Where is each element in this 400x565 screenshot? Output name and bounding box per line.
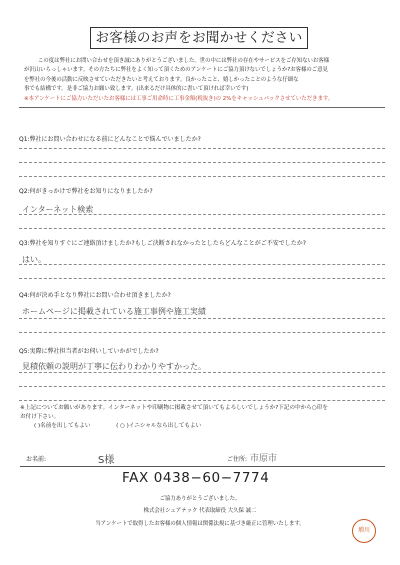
footer-company: 株式会社シェアテック 代表取締役 大久保 誠二: [143, 508, 257, 514]
question-2-label: Q2:何がきっかけで弊社をお知りになりましたか?: [19, 188, 153, 195]
question-2-answer: インターネット検索: [22, 205, 94, 214]
answer-line: [19, 278, 385, 279]
intro-line: を弊社の今後の活動に反映させていただきたいと考えております。良かったこと、嬉しかったことのような仔細な: [24, 76, 299, 83]
answer-line: [19, 332, 385, 333]
answer-line: [19, 264, 385, 265]
footer-privacy: 当アンケートで取得したお客様の個人情報は関係法規に基づき厳正に管理いたします。: [95, 521, 305, 527]
intro-line: 事でも結構です。是非ご協力お願い致します。(出来るだけ具体的に書いて頂ければ幸いです): [24, 86, 249, 93]
consent-text: ※上記についてお願いがあります。インターネットや印刷物に掲載させて頂いてもよろしいでしょうか?下記の中から○印を: [20, 405, 328, 411]
intro-line: が沢山いらっしゃいます。その方たちに弊社をよく知って頂くためのアンケートにご協力頂けないでしょうか?お客様のご意見: [24, 67, 328, 74]
name-value: S様: [98, 455, 115, 466]
divider: [19, 107, 385, 108]
seal-stamp-icon: 増川: [352, 519, 376, 543]
answer-line: [19, 400, 385, 401]
question-5-answer: 見積依頼の説明が丁寧に伝わりわかりやすかった。: [22, 362, 206, 371]
answer-line: [19, 228, 385, 229]
customer-info-row: [20, 449, 385, 467]
intro-text: [24, 57, 386, 104]
underline: [20, 466, 385, 467]
answer-line: [19, 162, 385, 163]
answer-line: [19, 386, 385, 387]
answer-line: [19, 214, 385, 215]
answer-line: [19, 148, 385, 149]
consent-options: [20, 422, 385, 431]
address-value: 市原市: [250, 454, 278, 464]
footer-thanks: ご協力ありがとうございました。: [159, 496, 241, 502]
cashback-note: ※本アンケートにご協力いただいたお客様には工事ご用命時に工事金額(税抜き)の 2%をキャッシュバックさせていただきます。: [24, 95, 334, 102]
consent-option-initial[interactable]: ( ○ )イニシャルなら出してもよい: [116, 423, 202, 429]
question-3-label: Q3:弊社を知りすぐにご連絡頂けましたか?もしご決断されなかったとしたらどんなことがご不安でしたか?: [19, 240, 306, 247]
consent-option-name[interactable]: ( )名前を出してもよい: [34, 423, 91, 429]
question-4-label: Q4:何が決め手となり弊社にお問い合わせ頂きましたか?: [19, 292, 171, 299]
consent-text: お付け下さい。: [20, 414, 60, 420]
answer-line: [19, 318, 385, 319]
name-label: お名前:: [26, 456, 47, 463]
page-title: お客様のお声をお聞かせください: [90, 27, 308, 49]
answer-line: [19, 372, 385, 373]
consent-section: [20, 404, 385, 431]
question-1-label: Q1:弊社にお問い合わせになる前にどんなことで悩んでいましたか?: [19, 136, 201, 143]
question-3-answer: はい。: [22, 255, 46, 264]
fax-number: FAX 0438−60−7774: [122, 470, 270, 486]
intro-line: この度は弊社にお問い合わせを頂き誠にありがとうございました。世の中には弊社の存在やサービスをご存知ないお客様: [38, 58, 330, 64]
question-5-label: Q5:実際に弊社担当者がお伺いしていかがでしたか?: [19, 348, 159, 355]
answer-line: [19, 176, 385, 177]
address-label: ご住所:: [227, 456, 248, 463]
question-4-answer: ホームページに掲載されている施工事例や施工実績: [22, 307, 206, 316]
